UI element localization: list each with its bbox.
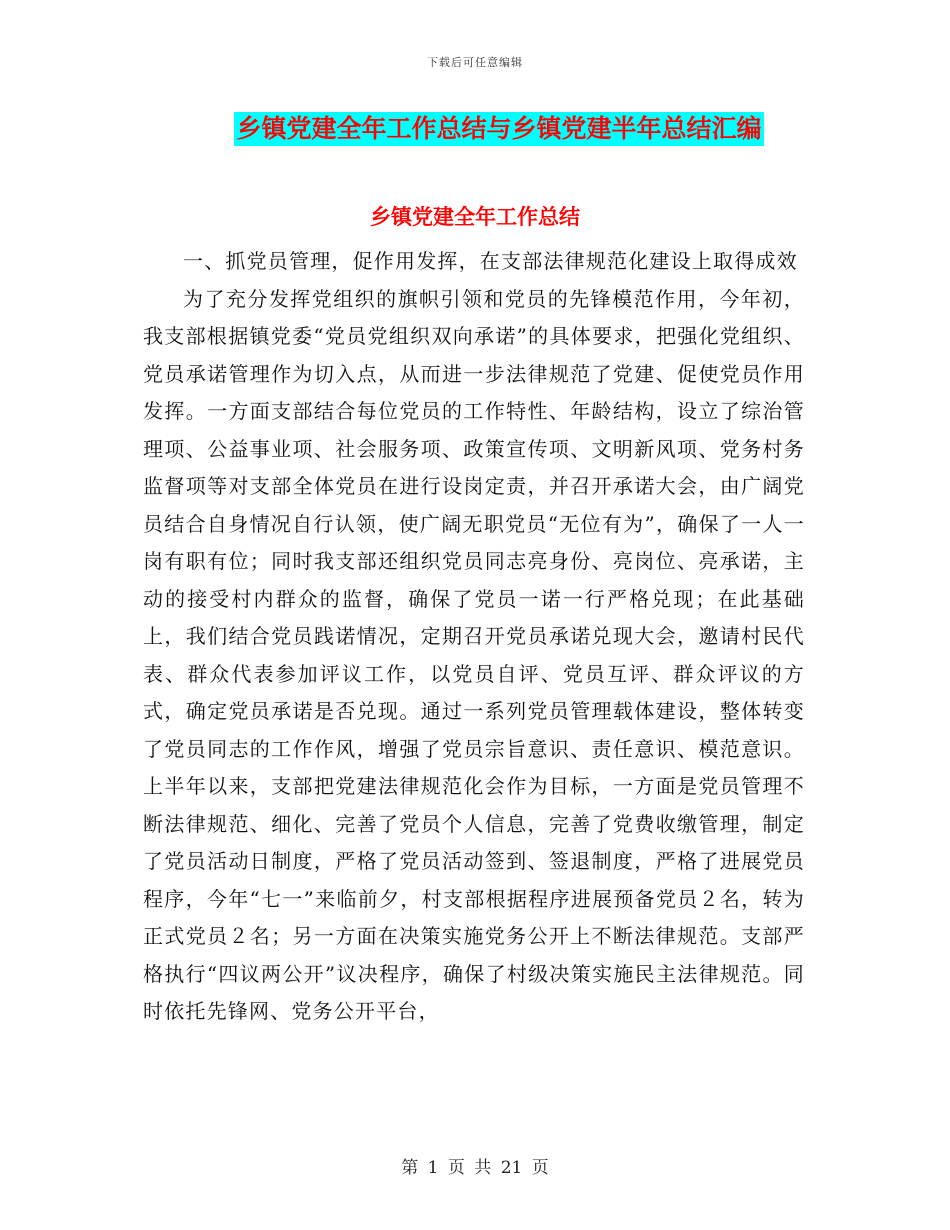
main-title-container <box>0 112 950 146</box>
page-number-footer: 第 1 页 共 21 页 <box>401 1158 549 1178</box>
paragraph-1: 为了充分发挥党组织的旗帜引领和党员的先锋模范作用，今年初，我支部根据镇党委“党员党组织双向承诺”的具体要求，把强化党组织、党员承诺管理作为切入点，从而进一步法律规范了党建、促使党员作用发挥。一方面支部结合每位党员的工作特性、年龄结构，设立了综治管理项、公益事业项、社会服务项、政策宣传项、文明新风项、党务村务监督项等对支部全体党员在进行设岗定责，并召开承诺大会，由广阔党员结合自身情况自行认领，使广阔无职党员“无位有为”，确保了一人一岗有职有位；同时我支部还组织党员同志亮身份、亮岗位、亮承诺，主动的接受村内群众的监督，确保了党员一诺一行严格兑现；在此基础上，我们结合党员践诺情况，定期召开党员承诺兑现大会，邀请村民代表、群众代表参加评议工作，以党员自评、党员互评、群众评议的方式，确定党员承诺是否兑现。通过一系列党员管理载体建设，整体转变了党员同志的工作作风，增强了党员宗旨意识、责任意识、模范意识。上半年以来，支部把党建法律规范化会作为目标，一方面是党员管理不断法律规范、细化、完善了党员个人信息，完善了党费收缴管理，制定了党员活动日制度，严格了党员活动签到、签退制度，严格了进展党员程序，今年“七一”来临前夕，村支部根据程序进展预备党员２名，转为正式党员２名；另一方面在决策实施党务公开上不断法律规范。支部严格执行“四议两公开”议决程序，确保了村级决策实施民主法律规范。同时依托先锋网、党务公开平台， <box>143 286 805 1023</box>
section-title: 乡镇党建全年工作总结 <box>370 205 580 229</box>
document-main-title: 乡镇党建全年工作总结与乡镇党建半年总结汇编 <box>234 112 763 146</box>
heading-1: 一、抓党员管理，促作用发挥，在支部法律规范化建设上取得成效 <box>183 249 798 273</box>
document-body <box>143 243 805 1031</box>
page-header-note: 下载后可任意编辑 <box>427 56 523 69</box>
